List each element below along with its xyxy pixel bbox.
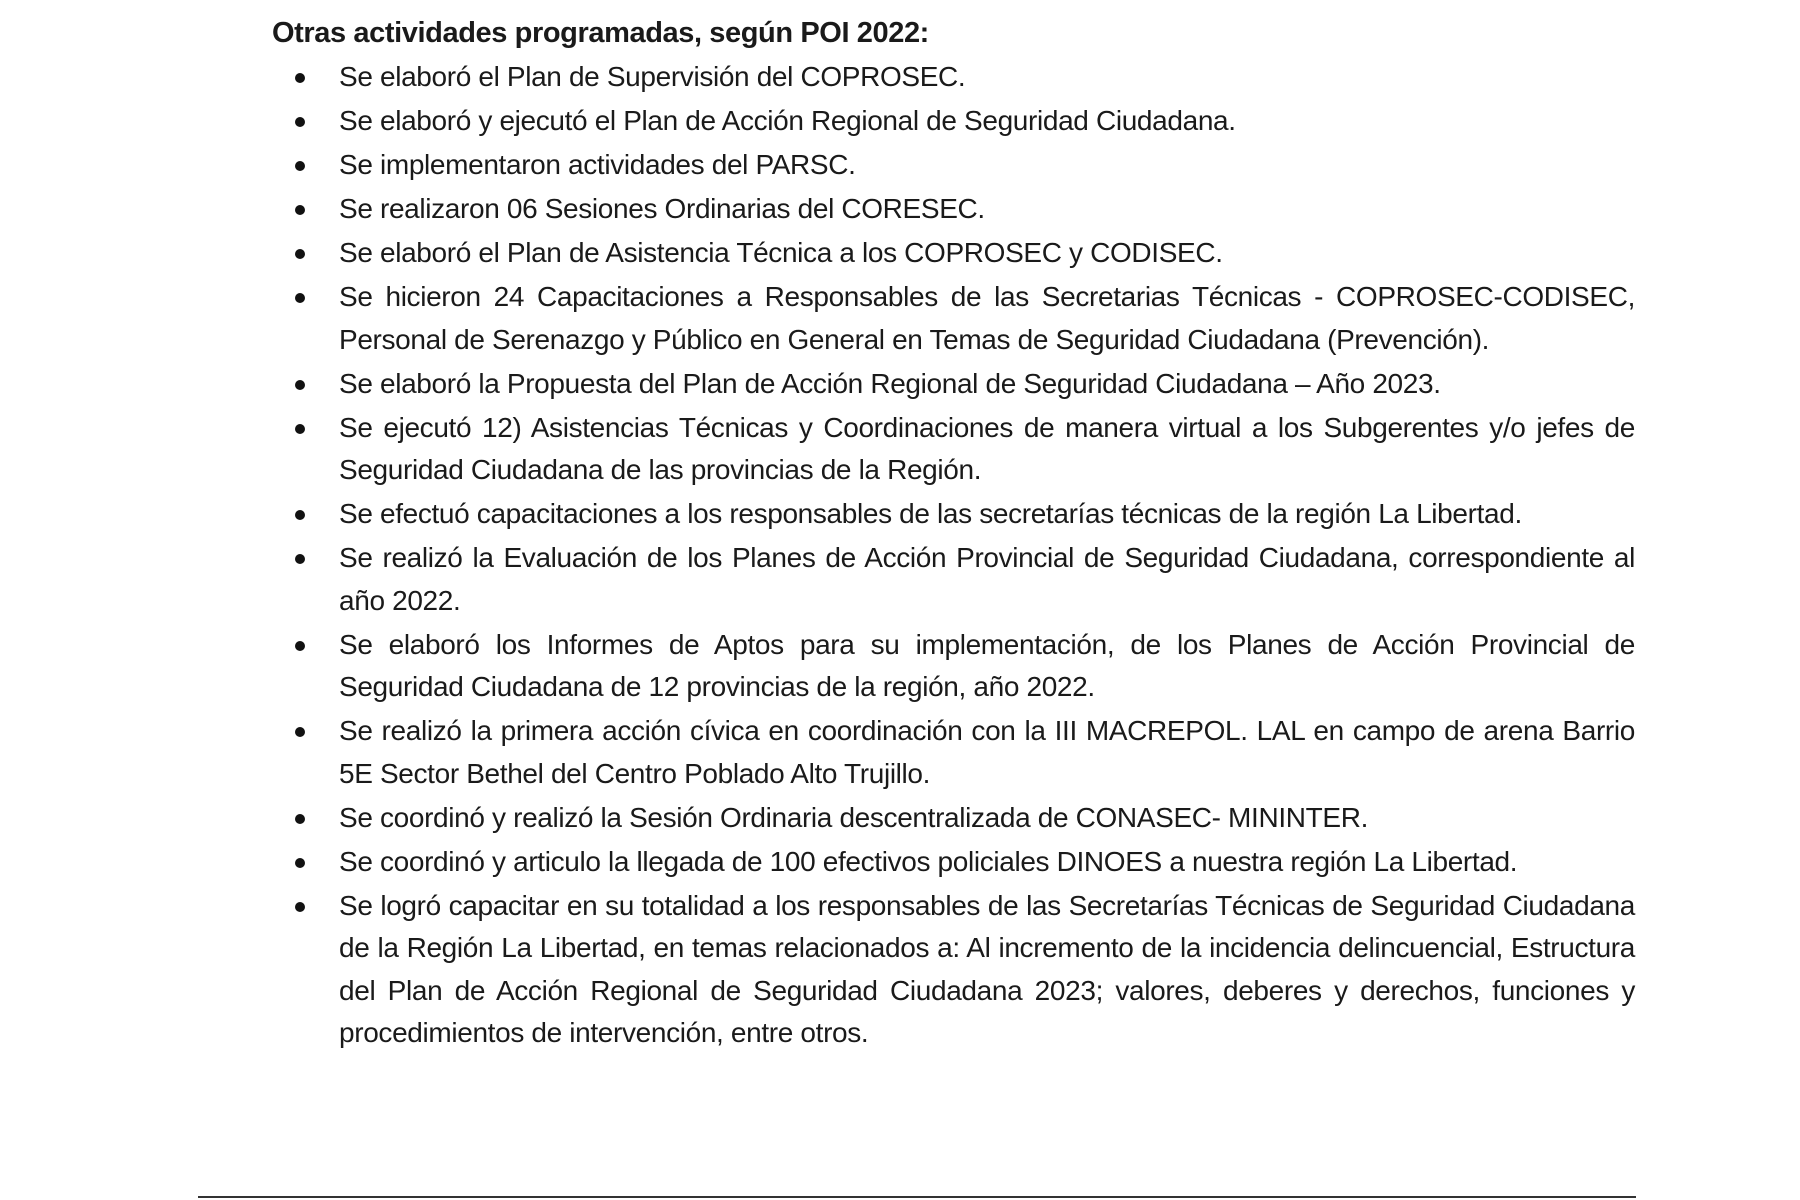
bullet-icon xyxy=(295,858,305,868)
list-item xyxy=(295,188,1635,231)
list-item-text: Se realizó la primera acción cívica en coordinación con la III MACREPOL. LAL en campo de arena Barrio 5E Sector Bethel del Centro Poblado Alto Trujillo. xyxy=(339,715,1635,789)
list-item-text: Se realizó la Evaluación de los Planes de Acción Provincial de Seguridad Ciudadana, correspondiente al año 2022. xyxy=(339,542,1635,616)
list-item xyxy=(295,710,1635,795)
bullet-icon xyxy=(295,249,305,259)
list-item xyxy=(295,797,1635,840)
list-item xyxy=(295,276,1635,361)
list-item-text: Se coordinó y realizó la Sesión Ordinaria descentralizada de CONASEC- MININTER. xyxy=(339,801,1369,833)
bullet-icon xyxy=(295,510,305,520)
bullet-icon xyxy=(295,641,305,651)
list-item xyxy=(295,407,1635,492)
list-item xyxy=(295,56,1635,99)
bullet-icon xyxy=(295,902,305,912)
list-item-text: Se elaboró el Plan de Supervisión del COPROSEC. xyxy=(339,61,966,92)
list-item-text: Se ejecutó 12) Asistencias Técnicas y Coordinaciones de manera virtual a los Subgerentes y/o jefes de Seguridad Ciudadana de las provincias de la Región. xyxy=(339,411,1635,485)
list-item xyxy=(295,493,1635,536)
bullet-icon xyxy=(295,380,305,390)
bullet-icon xyxy=(295,554,305,564)
list-item xyxy=(295,363,1635,406)
list-item-text: Se elaboró la Propuesta del Plan de Acción Regional de Seguridad Ciudadana – Año 2023. xyxy=(339,367,1441,399)
list-item xyxy=(295,885,1635,1055)
bullet-icon xyxy=(295,424,305,434)
list-item-text: Se efectuó capacitaciones a los responsables de las secretarías técnicas de la región La Libertad. xyxy=(339,498,1522,529)
bottom-divider xyxy=(198,1196,1636,1198)
list-item-text: Se elaboró y ejecutó el Plan de Acción Regional de Seguridad Ciudadana. xyxy=(339,105,1236,136)
bullet-icon xyxy=(295,293,305,303)
bullet-icon xyxy=(295,205,305,215)
section-heading: Otras actividades programadas, según POI 2022: xyxy=(272,17,929,49)
bullet-icon xyxy=(295,161,305,171)
list-item xyxy=(295,624,1635,709)
list-item-text: Se implementaron actividades del PARSC. xyxy=(339,149,856,180)
bullet-icon xyxy=(295,814,305,824)
list-item-text: Se elaboró el Plan de Asistencia Técnica a los COPROSEC y CODISEC. xyxy=(339,237,1223,268)
list-item xyxy=(295,100,1635,143)
bullet-icon xyxy=(295,117,305,127)
activities-list xyxy=(295,56,1635,1056)
list-item-text: Se coordinó y articulo la llegada de 100 efectivos policiales DINOES a nuestra región La Libertad. xyxy=(339,845,1518,877)
bullet-icon xyxy=(295,727,305,737)
list-item-text: Se hicieron 24 Capacitaciones a Responsables de las Secretarias Técnicas - COPROSEC-CODISEC, Personal de Serenazgo y Público en General en Temas de Seguridad Ciudadana (Prevención). xyxy=(339,281,1635,355)
list-item xyxy=(295,537,1635,622)
list-item xyxy=(295,144,1635,187)
list-item-text: Se logró capacitar en su totalidad a los responsables de las Secretarías Técnicas de Seguridad Ciudadana de la Región La Libertad, en temas relacionados a: Al incremento de la incidencia delincuencial, Estructura del Plan de Acción Regional de Seguridad Ciudadana 2023; valores, deberes y derechos, funciones y procedimientos de intervención, entre otros. xyxy=(339,889,1635,1048)
list-item-text: Se realizaron 06 Sesiones Ordinarias del CORESEC. xyxy=(339,193,985,224)
list-item xyxy=(295,232,1635,275)
bullet-icon xyxy=(295,73,305,83)
list-item-text: Se elaboró los Informes de Aptos para su implementación, de los Planes de Acción Provincial de Seguridad Ciudadana de 12 provincias de la región, año 2022. xyxy=(339,628,1635,702)
list-item xyxy=(295,841,1635,884)
